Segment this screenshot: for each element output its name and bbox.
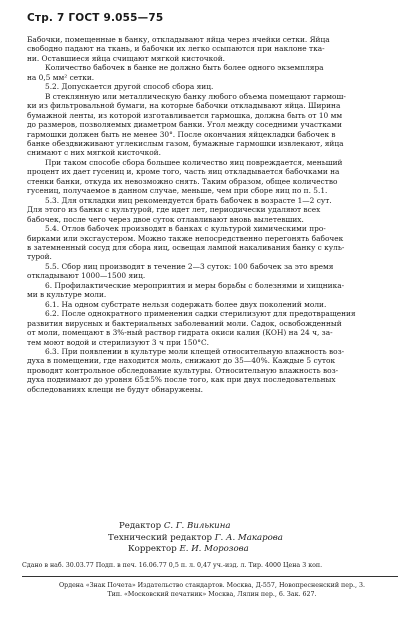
text-line: бирками или эксгаустером. Можно также непосредственно перегонять бабочек (27, 233, 344, 243)
tech-editor-label: Технический редактор (108, 532, 213, 543)
text-line: духа в помещении, где находится моль, снижают до 35—40%. Каждые 5 суток (27, 356, 336, 366)
tech-editor-credit (108, 533, 368, 545)
text-line: гусениц, получаемое в данном случае, меньше, чем при сборе яиц по п. 5.1. (27, 186, 328, 196)
text-line: ни. Оставшиеся яйца счищают мягкой кисточкой. (27, 53, 226, 63)
text-line: духа поднимают до уровня 65±5% после того, как при двух последовательных (27, 375, 336, 385)
text-line: ки из фильтровальной бумаги, на которые бабочки откладывают яйца. Ширина (27, 101, 341, 111)
section-heading: 5.5. Сбор яиц производят в течение 2—3 суток: 100 бабочек за это время (45, 261, 334, 271)
text-line: процент их дает гусениц и, кроме того, часть яиц откладывается бабочками на (27, 167, 340, 177)
body-text (27, 35, 393, 394)
text-line: обследованиях клещи не будут обнаружены. (27, 384, 203, 394)
text-line: проводят контрольное обследование культуры. Относительную влажность воз- (27, 365, 339, 375)
text-line: При таком способе сбора большее количество яиц повреждается, меньший (45, 157, 343, 167)
section-heading: 5.2. Допускается другой способ сбора яиц. (45, 82, 214, 92)
text-line: ми в культуре моли. (27, 290, 107, 300)
text-line: на 0,5 мм² сетки. (27, 72, 95, 82)
printer-line: Тип. «Московский печатник» Москва, Лялин пер., 6. Зак. 627. (107, 590, 317, 598)
section-heading: 6.2. После однократного применения садки стерилизуют для предотвращения (45, 309, 356, 319)
text-line: турой. (27, 252, 52, 262)
text-line: снимают с них мягкой кисточкой. (27, 148, 161, 158)
text-line: до размеров, позволяемых диаметром банки. Угол между соседними участками (27, 120, 342, 130)
section-heading: 5.4. Отлов бабочек производят в банках с культурой химическими про- (45, 224, 326, 234)
text-line: развития вирусных и бактериальных заболеваний моли. Садок, освобожденный (27, 318, 342, 328)
publisher-footer (22, 582, 402, 599)
page-header: Стр. 7 ГОСТ 9.055—75 (27, 12, 164, 24)
text-line: свободно падают на ткань, и бабочки их легко ссыпаются при наклоне тка- (27, 44, 325, 54)
text-line: бабочек, после чего через двое суток отлавливают вновь вылетевших. (27, 214, 304, 224)
editor-name: С. Г. Вилькина (163, 521, 231, 531)
text-line: гармошки должен быть не менее 30°. После окончания яйцекладки бабочек в (27, 129, 336, 139)
text-line: банке обездвиживают углекислым газом, бумажные гармошки извлекают, яйца (27, 138, 344, 148)
section-heading: 6.3. При появлении в культуре моли клещей относительную влажность воз- (45, 346, 345, 356)
credits-block (108, 521, 368, 556)
text-line: Для этого из банки с культурой, где идет лет, периодически удаляют всех (27, 205, 321, 215)
publisher-line: Ордена «Знак Почета» Издательство стандартов. Москва, Д-557, Новопресненский пер., 3. (59, 582, 365, 589)
print-imprint: Сдано в наб. 30.03.77 Подп. в печ. 16.06.77 0,5 п. л. 0,47 уч.-изд. л. Тир. 4000 Цена 3 коп. (22, 562, 323, 569)
text-line: Бабочки, помещенные в банку, откладывают яйца через ячейки сетки. Яйца (27, 35, 330, 44)
text-line: В стеклянную или металлическую банку любого объема помещают гармош- (45, 91, 346, 101)
tech-editor-name: Г. А. Макарова (214, 532, 283, 543)
text-line: тем моют водой и стерилизуют 3 ч при 150°С. (27, 337, 209, 347)
section-heading: 6. Профилактические мероприятия и меры борьбы с болезнями и хищника- (45, 280, 345, 290)
corrector-name: Е. И. Морозова (179, 544, 249, 555)
editor-credit (108, 521, 368, 533)
text-line: от моли, помещают в 3%-ный раствор гидрата окиси калия (КОН) на 24 ч, за- (27, 328, 333, 338)
section-heading: 5.3. Для откладки яиц рекомендуется брать бабочек в возрасте 1—2 сут. (45, 195, 332, 205)
text-line: Количество бабочек в банке не должно быть более одного экземпляра (45, 63, 324, 73)
editor-label: Редактор (119, 521, 162, 531)
text-line: в затемненный сосуд для сбора яиц, освещая лампой накаливания банку с куль- (27, 242, 345, 252)
text-line: стенки банки, откуда их невозможно снять. Таким образом, общее количество (27, 176, 338, 186)
section-heading: 6.1. На одном субстрате нельзя содержать более двух поколений моли. (45, 299, 327, 309)
footer-divider (22, 576, 398, 577)
text-line: бумажной ленты, из которой изготавливается гармошка, должна быть от 10 мм (27, 110, 343, 120)
corrector-credit (108, 544, 368, 556)
text-line: откладывают 1000—1500 яиц. (27, 271, 146, 281)
corrector-label: Корректор (128, 544, 177, 555)
